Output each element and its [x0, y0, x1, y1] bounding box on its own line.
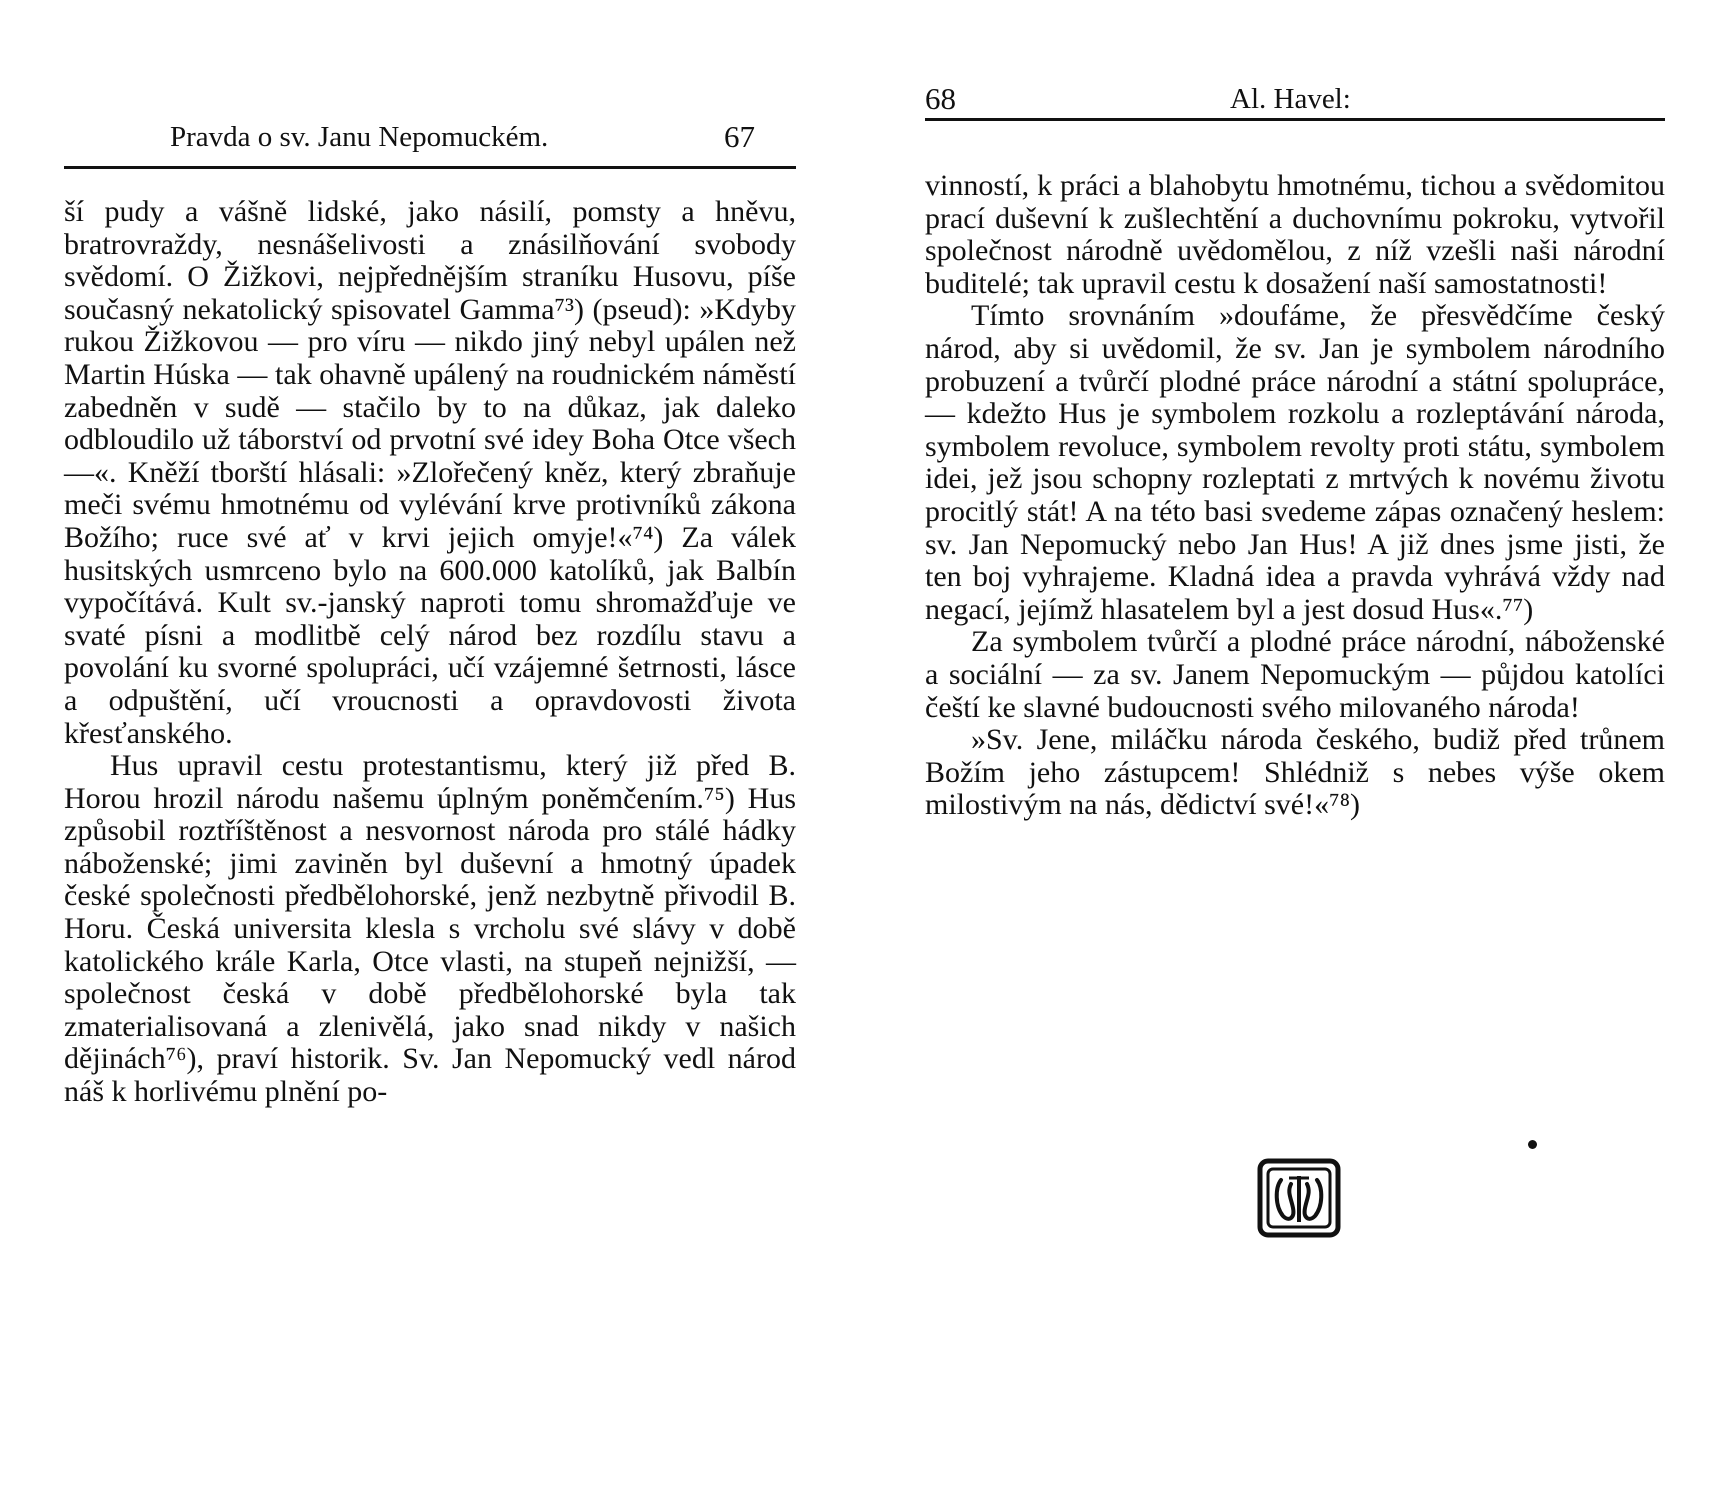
header-rule-left — [64, 166, 796, 169]
right-body-text — [925, 170, 1665, 822]
paragraph: Tímto srovnáním »doufáme, že přesvědčíme český národ, aby si uvědomil, že sv. Jan je symbolem národního probuzení a tvůrčí plodné práce národní a státní spolupráce, — kdežto Hus je symbolem rozkolu a rozleptávání národa, symbolem revoluce, symbolem revolty proti státu, symbolem idei, jež jsou schopny rozleptati z mrtvých k novému životu procitlý stát! A na této basi svedeme zápas označený heslem: sv. Jan Nepomucký nebo Jan Hus! A již dnes jsme jisti, že ten boj vyhrajeme. Kladná idea a pravda vyhrává vždy nad negací, jejímž hlasatelem byl a jest dosud Hus«.⁷⁷) — [925, 299, 1665, 626]
paragraph: vinností, k práci a blahobytu hmotnému, tichou a svědomitou prací duševní k zušlechtění a duchovnímu pokroku, vytvořil společnost národně uvědomělou, z níž vzešli naši národní buditelé; tak upravil cestu k dosažení naší samostatnosti! — [925, 169, 1665, 300]
page-number-left: 67 — [724, 119, 755, 154]
running-title: Pravda o sv. Janu Nepomuckém. — [170, 121, 549, 153]
paragraph: Hus upravil cestu protestantismu, který již před B. Horou hrozil národu našemu úplným poněmčením.⁷⁵) Hus způsobil roztříštěnost a nesvornost národa pro stálé hádky náboženské; jimi zaviněn byl duševní a hmotný úpadek české společnosti předbělohorské, jenž nezbytně přivodil B. Horu. Česká universita klesla s vrcholu své slávy v době katolického krále Karla, Otce vlasti, na stupeň nejnižší, — společnost česká v době předbělohorské byla tak zmaterialisovaná a zlenivělá, jako snad nikdy v našich dějinách⁷⁶), praví historik. Sv. Jan Nepomucký vedl národ náš k horlivému plnění po- — [64, 749, 796, 1109]
publisher-monogram-icon — [1257, 1158, 1341, 1238]
paragraph: ší pudy a vášně lidské, jako násilí, pomsty a hněvu, bratrovraždy, nesnášelivosti a znásilňování svobody svědomí. O Žižkovi, nejpřednějším straníku Husovu, píše současný nekatolický spisovatel Gamma⁷³) (pseud): »Kdyby rukou Žižkovou — pro víru — nikdo jiný nebyl upálen než Martin Húska — tak ohavně upálený na roudnickém náměstí zabedněn v sudě — stačilo by to na důkaz, jak daleko odbloudilo už táborství od prvotní své idey Boha Otce všech —«. Kněží tborští hlásali: »Zlořečený kněz, který zbraňuje meči svému hmotnému od vylévání krve protivníků zákona Božího; ruce své ať v krvi jejich omyje!«⁷⁴) Za válek husitských usmrceno bylo na 600.000 katolíků, jak Balbín vypočítává. Kult sv.-janský naproti tomu shromažďuje ve svaté písni a modlitbě celý národ bez rozdílu stavu a povolání ku svorné spolupráci, učí vzájemné šetrnosti, lásce a odpuštění, učí vroucnosti a opravdovosti života křesťanského. — [64, 195, 796, 750]
paragraph: Za symbolem tvůrčí a plodné práce národní, náboženské a sociální — za sv. Janem Nepomuckým — půjdou katolíci čeští ke slavné budoucnosti svého milovaného národa! — [925, 625, 1665, 724]
ink-dot — [1528, 1140, 1537, 1149]
running-author: Al. Havel: — [1230, 83, 1351, 115]
left-body-text — [64, 196, 796, 1109]
paragraph: »Sv. Jene, miláčku národa českého, budiž před trůnem Božím jeho zástupcem! Shlédniž s nebes výše okem milostivým na nás, dědictví své!«⁷⁸) — [925, 723, 1665, 822]
header-rule-right — [925, 118, 1665, 121]
page-number-right: 68 — [925, 81, 956, 116]
